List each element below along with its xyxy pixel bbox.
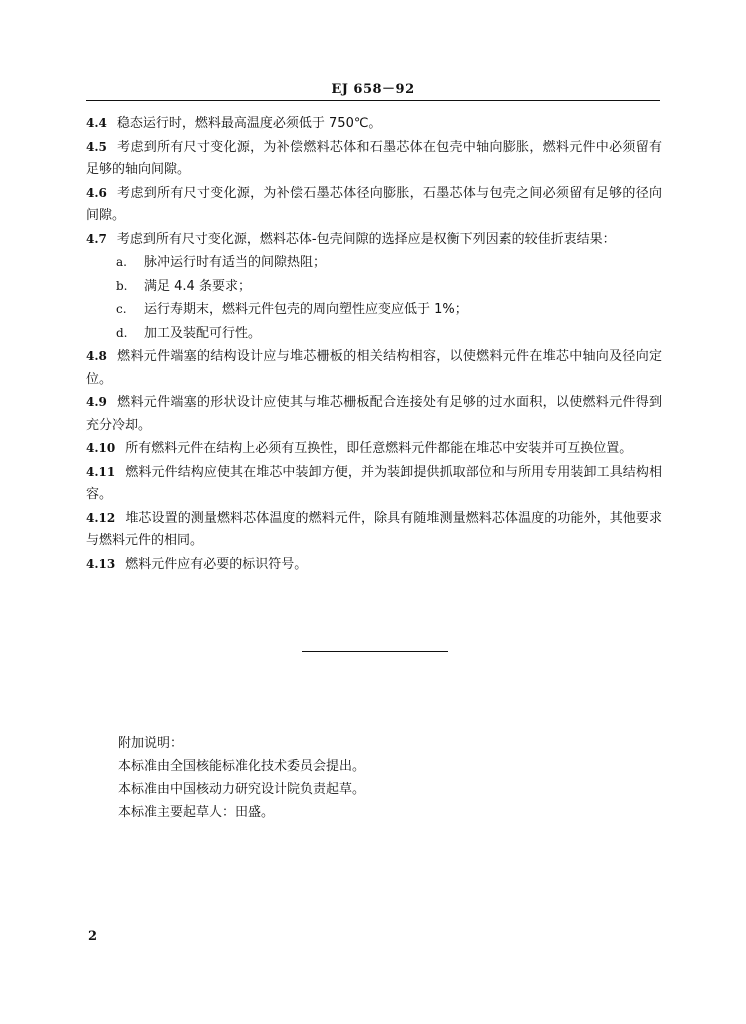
standard-body-text bbox=[86, 112, 662, 576]
subitem-text: 满足 4.4 条要求； bbox=[144, 278, 251, 294]
clause-text: 燃料元件端塞的结构设计应与堆芯栅板的相关结构相容，以使燃料元件在堆芯中轴向及径向定位。 bbox=[86, 349, 662, 387]
additional-notes-line: 本标准主要起草人：田盛。 bbox=[118, 805, 275, 820]
clause-4-9 bbox=[86, 391, 662, 437]
page-number: 2 bbox=[88, 929, 98, 944]
subitem-text: 加工及装配可行性。 bbox=[144, 325, 262, 341]
clause-4-11 bbox=[86, 461, 662, 507]
clause-number: 4.11 bbox=[86, 464, 116, 479]
subitem-text: 运行寿期末，燃料元件包壳的周向塑性应变应低于 1%； bbox=[144, 302, 468, 317]
subitem-label: c. bbox=[116, 302, 127, 316]
clause-number: 4.13 bbox=[86, 556, 116, 571]
end-of-text-divider bbox=[302, 651, 448, 652]
clause-text: 燃料元件结构应使其在堆芯中装卸方便，并为装卸提供抓取部位和与所用专用装卸工具结构相容。 bbox=[86, 464, 662, 502]
clause-text: 所有燃料元件在结构上必须有互换性，即任意燃料元件都能在堆芯中安装并可互换位置。 bbox=[125, 441, 633, 456]
clause-number: 4.8 bbox=[86, 349, 107, 363]
header-rule bbox=[86, 100, 660, 101]
clause-4-10 bbox=[86, 437, 662, 461]
clause-number: 4.6 bbox=[86, 185, 107, 200]
additional-notes-line: 本标准由中国核动力研究设计院负责起草。 bbox=[118, 782, 366, 797]
document-code-header: EJ 658－92 bbox=[331, 82, 415, 97]
clause-4-5 bbox=[86, 136, 662, 182]
clause-number: 4.7 bbox=[86, 231, 107, 246]
clause-4-13 bbox=[86, 553, 662, 577]
clause-4-4 bbox=[86, 112, 662, 136]
clause-number: 4.9 bbox=[86, 395, 107, 409]
additional-notes-title: 附加说明： bbox=[118, 736, 184, 751]
subitem-label: a. bbox=[116, 255, 127, 269]
clause-text: 燃料元件端塞的形状设计应使其与堆芯栅板配合连接处有足够的过水面积，以使燃料元件得到充分冷却。 bbox=[86, 395, 662, 433]
additional-notes-line: 本标准由全国核能标准化技术委员会提出。 bbox=[118, 759, 366, 774]
clause-text: 稳态运行时，燃料最高温度必须低于 750℃。 bbox=[116, 116, 382, 131]
subitem-label: d. bbox=[116, 325, 128, 340]
clause-text: 堆芯设置的测量燃料芯体温度的燃料元件，除具有随堆测量燃料芯体温度的功能外，其他要求与燃料元件的相同。 bbox=[86, 510, 662, 548]
subitem-c bbox=[116, 298, 662, 322]
subitem-d bbox=[116, 322, 662, 346]
clause-number: 4.12 bbox=[86, 510, 116, 525]
subitem-text: 脉冲运行时有适当的间隙热阻； bbox=[144, 255, 327, 270]
additional-notes bbox=[118, 732, 618, 824]
clause-text: 考虑到所有尺寸变化源，为补偿燃料芯体和石墨芯体在包壳中轴向膨胀，燃料元件中必须留有足够的轴向间隙。 bbox=[86, 139, 662, 177]
clause-text: 考虑到所有尺寸变化源，为补偿石墨芯体径向膨胀，石墨芯体与包壳之间必须留有足够的径向间隙。 bbox=[86, 185, 662, 223]
clause-4-8 bbox=[86, 345, 662, 391]
subitem-label: b. bbox=[116, 278, 128, 293]
clause-number: 4.5 bbox=[86, 139, 107, 154]
clause-4-6 bbox=[86, 182, 662, 228]
subitem-b bbox=[116, 275, 662, 299]
clause-number: 4.4 bbox=[86, 116, 107, 130]
clause-4-7 bbox=[86, 228, 662, 252]
clause-text: 燃料元件应有必要的标识符号。 bbox=[125, 556, 308, 572]
clause-text: 考虑到所有尺寸变化源，燃料芯体-包壳间隙的选择应是权衡下列因素的较佳折衷结果： bbox=[116, 231, 616, 247]
clause-4-12 bbox=[86, 507, 662, 553]
subitem-a bbox=[116, 251, 662, 275]
clause-number: 4.10 bbox=[86, 441, 116, 455]
